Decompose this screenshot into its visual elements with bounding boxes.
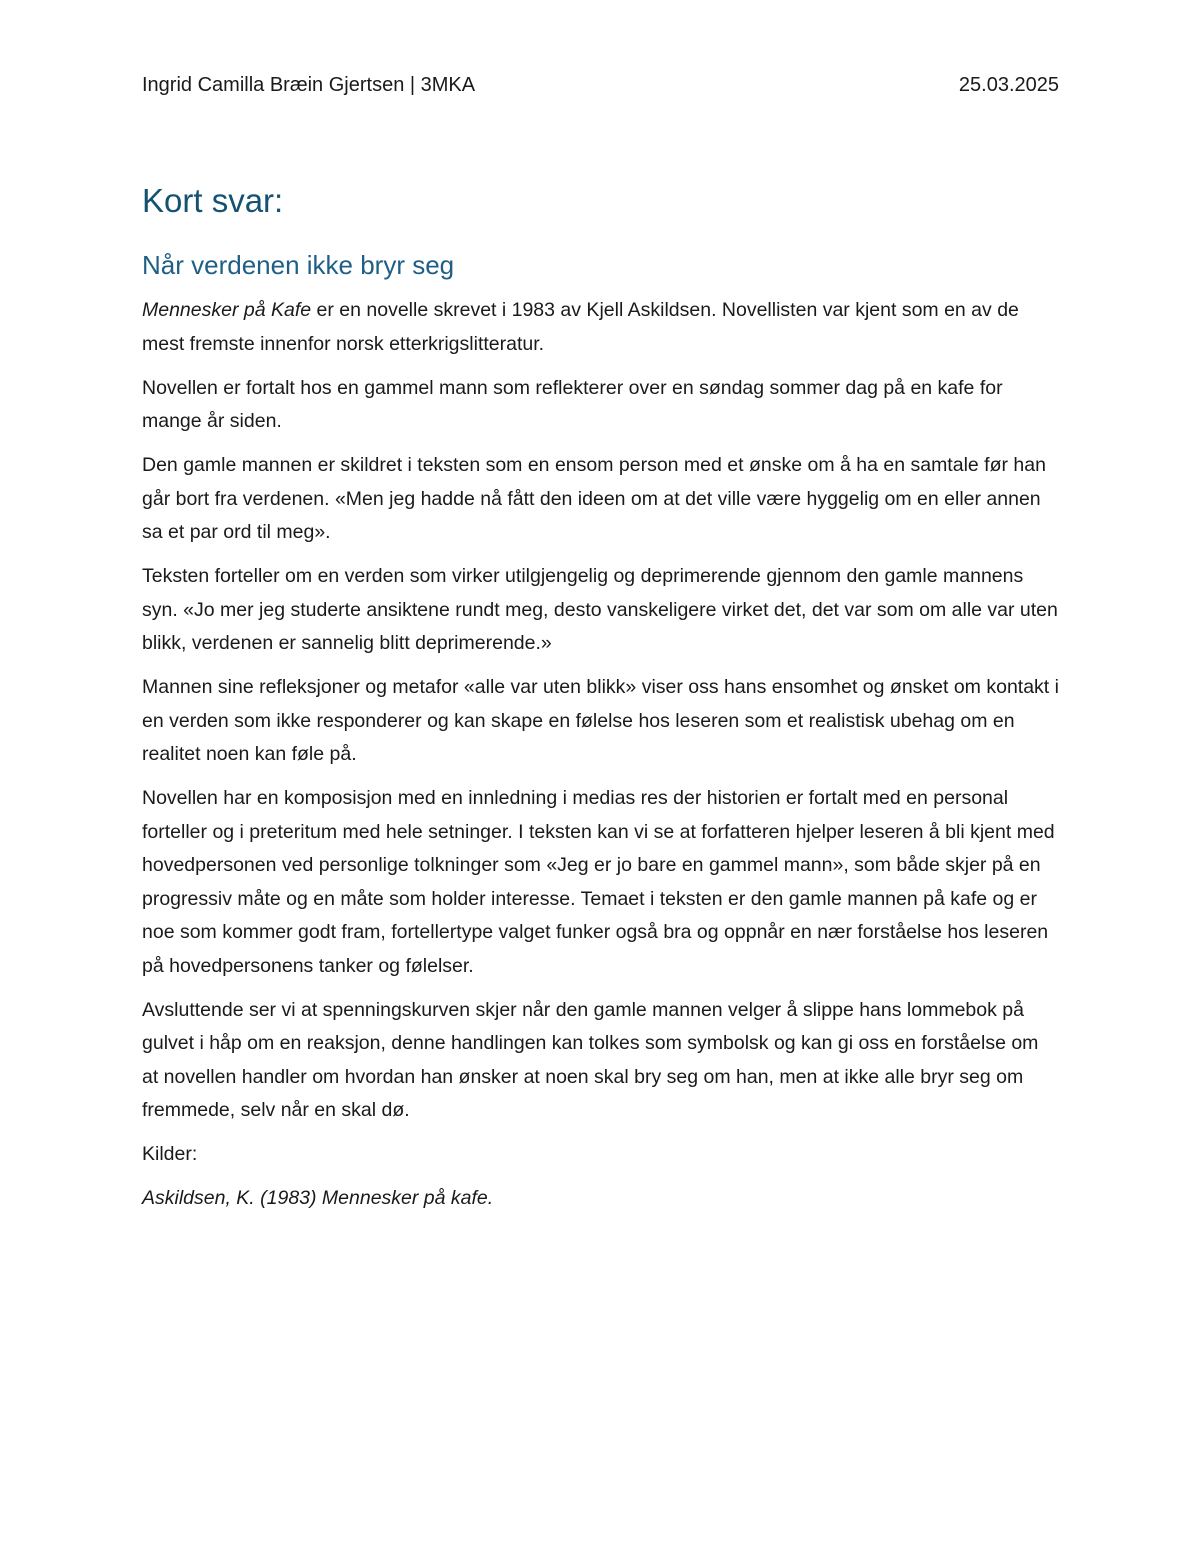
paragraph-2: Novellen er fortalt hos en gammel mann som reflekterer over en søndag sommer dag på en kafe for mange år siden.: [142, 376, 1003, 432]
paragraph-3: Den gamle mannen er skildret i teksten som en ensom person med et ønske om å ha en samtale før han går bort fra verdenen. «Men jeg hadde nå fått den ideen om at det ville være hyggelig om en eller annen sa et par ord til meg».: [142, 454, 1046, 543]
paragraph-4: Teksten forteller om en verden som virker utilgjengelig og deprimerende gjennom den gamle mannens syn. «Jo mer jeg studerte ansiktene rundt meg, desto vanskeligere virket det, det var som om alle var uten blikk, verdenen er sannelig blitt deprimerende.»: [142, 565, 1058, 654]
date-label: 25.03.2025: [958, 74, 1059, 96]
document-subtitle: Når verdenen ikke bryr seg: [142, 250, 455, 280]
sources-label: Kilder:: [142, 1143, 198, 1165]
paragraph-7: Avsluttende ser vi at spenningskurven skjer når den gamle mannen velger å slippe hans lommebok på gulvet i håp om en reaksjon, denne handlingen kan tolkes som symbolsk og kan gi oss en forståelse om at novellen handler om hvordan han ønsker at noen skal bry seg om han, men at ikke alle bryr seg om fremmede, selv når en skal dø.: [142, 998, 1039, 1121]
paragraph-6: Novellen har en komposisjon med en innledning i medias res der historien er fortalt med en personal forteller og i preteritum med hele setninger. I teksten kan vi se at forfatteren hjelper leseren å bli kjent med hovedpersonen ved personlige tolkninger som «Jeg er jo bare en gammel mann», som både skjer på en progressiv måte og en måte som holder interesse. Temaet i teksten er den gamle mannen på kafe og er noe som kommer godt fram, fortellertype valget funker også bra og oppnår en nær forståelse hos leseren på hovedpersonens tanker og følelser.: [142, 787, 1055, 977]
source-entry-text: Askildsen, K. (1983) Mennesker på kafe.: [142, 1187, 494, 1209]
novel-title-italic: Mennesker på Kafe: [142, 299, 312, 321]
document-body: [142, 180, 1060, 1226]
paragraph-1: [142, 294, 1060, 361]
document-title: Kort svar:: [142, 182, 284, 219]
paragraph-1-text: er en novelle skrevet i 1983 av Kjell Askildsen. Novellisten var kjent som en av de mest fremste innenfor norsk etterkrigslitteratur.: [142, 299, 1019, 355]
page-header: [142, 72, 1059, 98]
author-class-label: Ingrid Camilla Bræin Gjertsen | 3MKA: [142, 74, 476, 96]
paragraph-5: Mannen sine refleksjoner og metafor «alle var uten blikk» viser oss hans ensomhet og ønsket om kontakt i en verden som ikke responderer og kan skape en følelse hos leseren som et realistisk ubehag om en realitet noen kan føle på.: [142, 676, 1059, 765]
source-entry: [142, 1182, 1060, 1216]
